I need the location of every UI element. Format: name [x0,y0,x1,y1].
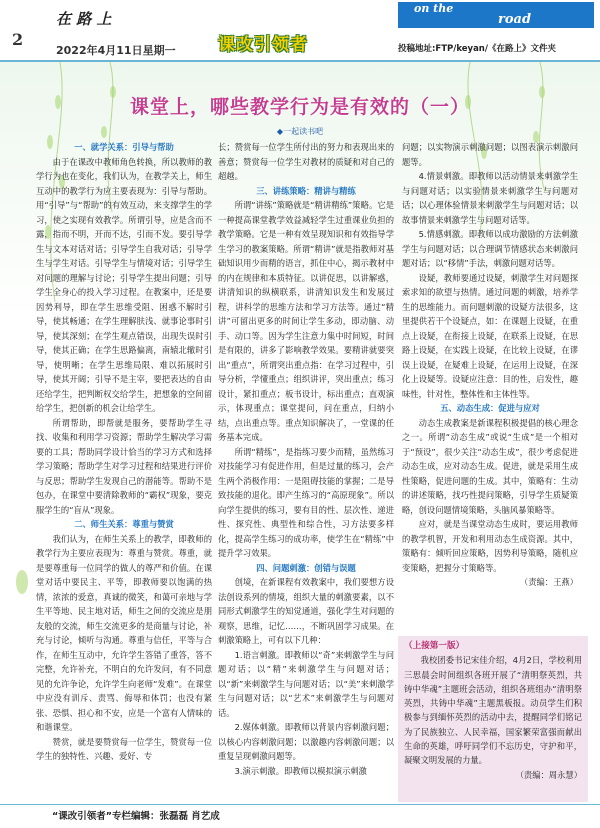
paragraph: 由于在课改中教师角色转换，所以教师的教学行为也在变化，我们认为，在教学关上，师生互动中的教学行为应主要表现为：引导与帮助。用“引导”与“帮助”的有效互动，来支撑学生的学习，使之实现有效教学。所谓引导，应是含而不露，指而不明，开而不达，引而不发。要引导学生与文本对话对话；引导学生自我对话；引导学生与学生对话。引导学生与情境对话；引导学生对问题的理解与讨论；引导学生提出问题；引导学生全身心的投入学习过程。在教案中，还是要因势利导，即在学生思维受阻、困惑不解时引导，使其畅通；在学生理解肤浅、就事论事时引导，使其深刻；在学生观点错误，出现失误时引导，使其正确；在学生思路偏离，南辕北辙时引导，使明晰；在学生思维局限、难以拓展时引导，使其开阔；引导不是主宰，要把表达的自由还给学生，把判断权交给学生，把想象的空间留给学生，把创新的机会让给学生。 [36,156,212,413]
column-title: 课改引领者 [218,35,308,55]
paragraph: 4.情景刺激。即教师以活动情景来刺激学生与问题对话；以实验情景来刺激学生与问题对话；以心理体验情景来刺激学生与问题对话；以故事情景来刺激学生与问题对话等。 [402,171,578,225]
notice-credit: （责编：周永慧） [515,769,582,780]
footer-divider [0,804,600,805]
paragraph: 1.语言刺激。即教师以“奇”来刺激学生与问题对话；以“精”来刺激学生与问题对话；以“新”来刺激学生与问题对话；以“美”来刺激学生与问题对话；以“艺术”来刺激学生与问题对话。 [218,649,394,718]
footer-editors: “课改引领者”专栏编辑：张磊磊 肖艺成 [52,811,220,822]
paragraph: 动态生成教案是新课程积极提倡的核心理念之一。所谓“动态生成”或说“生成”是一个相对于“预设”，很少关注“动态生成”，很少考虑促进动态生成，应对动态生成。促进，就是采用生成性策略，促进问题的生成。其中，策略有：生动的讲述策略，找巧性提问策略，引导学生质疑策略，创设问题情境策略，头脑风暴策略等。 [402,417,578,515]
paragraph: 长；赞赏每一位学生所付出的努力和表现出来的善意；赞赏每一位学生对教材的质疑和对自己的超越。 [218,142,394,181]
page-number: 2 [12,30,24,49]
paragraph: 我们认为，在师生关系上的教学，即教师的教学行为主要应表现为：尊重与赞赏。尊重，就是要尊重每一位同学的做人的尊严和价值。在课堂对话中要民主、平等，即教师要以饱满的热情，浓浓的爱意，真诚的微笑，和蔼可亲地与学生平等地、民主地对话，师生之间的交流应是朋友般的交流，师生交流更多的是商量与讨论，补充与讨论，倾听与沟通。尊重与信任，平等与合作，在师生互动中，允许学生答错了重答，答不完整，允许补充，不明白的允许发问，有不同意见的允许争论，允许学生向老师“发难”。在课堂中应没有训斥、责骂、侮辱和体罚；也没有紧张、恐惧、担心和不安，应是一个富有人情味的和谐课堂。 [36,533,212,732]
paragraph: 问题；以实物演示刺激问题；以图表演示刺激问题等。 [402,142,578,167]
paragraph: 5.情感刺激。即教师以成功激励的方法刺激学生与问题对话；以合理调节情感状态来刺激问题对话；以“移情”手法，刺激问题对话等。 [402,229,578,268]
paragraph: 所谓“精练”，是指练习要少而精，虽然练习对技能学习有促进作用，但是过量的练习，会产生两个消极作用：一是阻碍技能的掌握；二是导致技能的退化。即产生练习的“高原现象”。所以向学生提供的练习，要有目的性、层次性、递进性、探究性、典型性和综合性，习方法要多样化，提高学生练习的成功率，使学生在“精练”中提升学习效果。 [218,446,394,558]
notice-heading: （上接第一版） [404,641,465,651]
section-heading: 三、讲练策略：精讲与精练 [256,185,356,196]
submit-address: 投稿地址:FTP/keyan/《在路上》文件夹 [398,44,556,54]
paragraph: 3.演示刺激。即教师以模拟演示刺激 [234,765,367,776]
brand-band [398,2,594,28]
notice-box [398,636,588,802]
section-heading: 一、就学关系：引导与帮助 [74,142,174,152]
brand-road: road [498,12,532,27]
editor-credit: （责编：王燕） [519,577,578,587]
article-column-3 [402,140,578,590]
article-byline: ◆一起读书吧 [276,127,324,136]
paragraph: 2.媒体刺激。即教师以背景内容刺激问题；以核心内容刺激问题；以激趣内容刺激问题；以重复呈现刺激问题等。 [218,722,394,761]
section-heading: 二、师生关系：尊重与赞赏 [74,519,174,529]
header-divider [0,60,600,62]
paragraph: 应对，就是当课堂动态生成时，要运用教师的教学机智，开发和利用动态生成资源。其中，策略有：倾听回应策略，因势利导策略，随机应变策略，把握分寸策略等。 [402,519,578,573]
paper-name: 在 路 上 [56,10,112,28]
notice-body: 我校团委书记宋佳介绍，4月2日，学校利用三思晨会时间组织各班开展了“清明祭英烈，共铸中华魂”主题班会活动，组织各班组办“清明祭英烈，共铸中华魂”主题黑板报。动员学生们积极参与到缅怀英烈的活动中去，提醒同学们铭记为了民族独立、人民幸福，国家繁荣富强而献出生命的英雄，呼吁同学们不忘历史，守护和平，凝聚文明发展的力量。 [404,655,582,766]
page-header [0,0,600,72]
paragraph: 所谓“讲练”策略就是“精讲精练”策略。它是一种提高课堂教学效益减轻学生过重课业负担的教学策略。它是一种有效呈现知识和有效指导学生学习的教案策略。所谓“精讲”就是指教师对基础知识用少而精的语言，抓住中心，揭示教材中的内在规律和本质特征。以讲促思，以讲解惑，讲清知识的纵横联系，讲清知识发生和发展过程，讲科学的思维方法和学习方法等。通过“精讲”可留出更多的时间让学生多动，即动脑、动手、动口等。因为学生注意力集中时间短，时间是有限的，讲多了影响教学效果。要精讲就要突出“重点”，所谓突出重点指：在学习过程中，引导分析，学懂重点；组织讲评，突出重点；练习设计，紧扣重点；板书设计，标出重点；直观演示，体现重点；课堂提问，问在重点，归纳小结，点出重点等。重点知识解决了，一堂课的任务基本完成。 [218,200,394,442]
article-column-2 [218,140,394,778]
article-column-1 [36,140,212,764]
paragraph: 赞赏，就是要赞赏每一位学生，赞赏每一位学生的独特性、兴趣、爱好、专 [36,736,212,761]
issue-date: 2022年4月11日星期一 [56,44,176,57]
article-title: 课堂上，哪些教学行为是有效的（一） [129,96,470,118]
section-heading: 四、问题刺激：创错与误题 [256,562,356,573]
brand-on-the: on the [414,2,454,15]
paragraph: 设疑，教师要通过设疑，刺激学生对问题探索求知的欲望与热情。通过问题的刺激，培养学生的思维能力。而问题刺激的设疑方法很多，这里提供若干个设疑点，如：在课题上设疑，在重点上设疑，在衔接上设疑，在联系上设疑，在思路上设疑，在实践上设疑，在比较上设疑，在谬误上设疑，在疑难上设疑，在运用上设疑，在深化上设疑等。设疑应注意：目的性，启发性，趣味性，针对性，整体性和主体性等。 [402,272,578,399]
paragraph: 创境，在新课程有效教案中，我们要想方设法创设系列的情境，组织大量的刺激要素，以不同形式刺激学生的知觉通道，强化学生对问题的观察，思维，记忆……，不断巩固学习成果。在刺激策略上，可有以下几种： [218,577,394,645]
paragraph: 所谓帮助，即帮就是服务，要帮助学生寻找、收集和利用学习资源；帮助学生解决学习需要的工具；帮助同学设计恰当的学习方式和选择学习策略；帮助学生对学习过程和结果进行评价与反思；帮助学生发现自己的潜能等。帮助不是包办，在课堂中要清除教师的“霸权”现象，要克服学生的“盲从”现象。 [36,417,212,515]
section-heading: 五、动态生成：促进与应对 [440,403,540,413]
